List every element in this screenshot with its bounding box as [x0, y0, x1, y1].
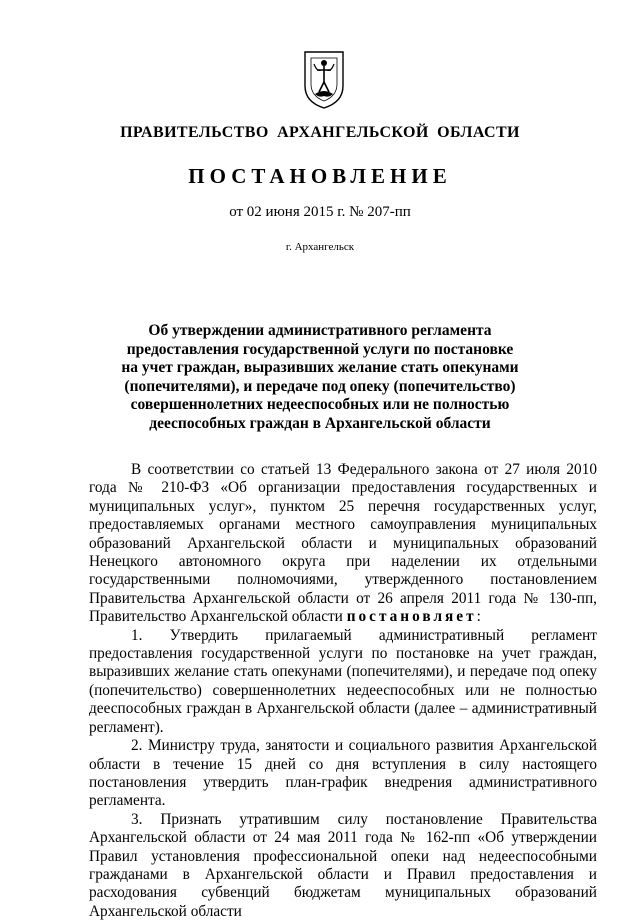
resolves-word: постановляет [346, 608, 477, 626]
coat-of-arms-emblem [303, 48, 345, 110]
title-line: предоставления государственной услуги по постановке [126, 340, 514, 358]
document-date-number: от 02 июня 2015 г. № 207-пп [229, 204, 411, 220]
title-line: Об утверждении административного регламента [148, 322, 492, 339]
title-line: совершеннолетних недееспособных или не полностью [130, 396, 510, 414]
title-line: дееспособных граждан в Архангельской области [149, 414, 491, 432]
document-type: ПОСТАНОВЛЕНИЕ [188, 164, 452, 188]
item-paragraph: 3. Признать утратившим силу постановление Правительства Архангельской области от 24 мая 2011 года № 162-пп «Об утверждении Правил установления профессиональной опеки над недееспособными гражданами в Архангельской области и Правил предоставления и расходования субвенций бюджетам муниципальных образований Архангельской области [89, 810, 597, 920]
document-city: г. Архангельск [285, 241, 355, 253]
title-line: (попечителями), и передаче под опеку (попечительство) [124, 377, 516, 395]
government-name: ПРАВИТЕЛЬСТВО АРХАНГЕЛЬСКОЙ ОБЛАСТИ [120, 124, 520, 141]
preamble-paragraph [89, 461, 597, 627]
resolves-suffix: : [476, 608, 481, 626]
document-title [0, 322, 640, 434]
title-line: на учет граждан, выразивших желание стать опекунами [121, 359, 519, 377]
item-paragraph: 1. Утвердить прилагаемый административный регламент предоставления государственной услуги по постановке на учет граждан, выразивших желание стать опекунами (попечителями), и передаче под опеку (попечительство) совершеннолетних недееспособных или не полностью дееспособных граждан в Архангельской области (далее – административный регламент). [89, 626, 597, 736]
item-paragraph: 2. Министру труда, занятости и социального развития Архангельской области в течение 15 дней со дня вступления в силу настоящего постановления утвердить план-график внедрения административного регламента. [89, 737, 597, 810]
preamble-text: В соответствии со статьей 13 Федерального закона от 27 июля 2010 года № 210-ФЗ «Об организации предоставления государственных и муниципальных услуг», пунктом 25 перечня государственных услуг, предоставляемых органами местного самоуправления муниципальных образований Архангельской области и муниципальных образований Ненецкого автономного округа при наделении их отдельными государственными полномочиями, утвержденного постановлением Правительства Архангельской области от 26 апреля 2011 года № 130-пп, Правительство Архангельской области [89, 461, 597, 626]
document-body [89, 461, 597, 921]
